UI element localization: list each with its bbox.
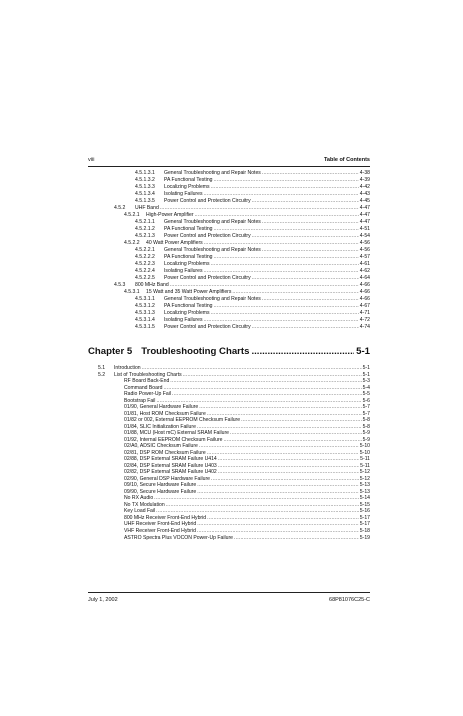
toc-entry-number: 4.5.2.2 <box>124 240 140 246</box>
toc-entry-title: 02/84, DSP External SRAM Failure U403 <box>124 462 217 469</box>
chapter-page: 5-1 <box>356 346 370 357</box>
toc-entry-title: Power Control and Protection Circuitry <box>164 198 251 204</box>
leader-dots <box>204 268 359 275</box>
toc-entry-number: 4.5.2.2.2 <box>135 254 155 260</box>
toc-entry-page: 4-47 <box>359 219 370 225</box>
leader-dots <box>214 177 359 184</box>
toc-entry-title: No TX Modulation <box>124 501 165 508</box>
leader-dots <box>252 324 359 331</box>
toc-entry-title: Key Load Fail <box>124 508 156 515</box>
toc-entry-title: 40 Watt Power Amplifiers <box>146 240 203 246</box>
footer-rule <box>88 592 370 593</box>
chapter-heading[interactable] <box>88 346 370 360</box>
toc-entry-number: 4.5.3.1.2 <box>135 303 155 309</box>
toc-entry-page: 5-3 <box>362 378 370 385</box>
toc-entry-title: General Troubleshooting and Repair Notes <box>164 219 261 225</box>
toc-entry-page: 4-51 <box>359 226 370 232</box>
toc-entry-title: RF Board Back-End <box>124 378 170 385</box>
toc-entry-title: Power Control and Protection Circuitry <box>164 275 251 281</box>
leader-dots <box>262 296 359 303</box>
toc-entry-title: 02/81, DSP ROM Checksum Failure <box>124 449 206 456</box>
toc-entry[interactable] <box>114 205 370 212</box>
leader-dots <box>252 198 359 205</box>
toc-entry-title: 02/90, General DSP Hardware Failure <box>124 475 210 482</box>
leader-dots <box>262 170 359 177</box>
toc-entry-title: PA Functional Testing <box>164 254 213 260</box>
toc-entry-number: 4.5.2.1.1 <box>135 219 155 225</box>
toc-entry[interactable] <box>135 170 370 177</box>
toc-entry[interactable] <box>124 212 370 219</box>
toc-entry[interactable] <box>135 303 370 310</box>
leader-dots <box>170 282 359 289</box>
toc-entry-title: 01/90, General Hardware Failure <box>124 404 199 411</box>
toc-entry-title: 01/82 or 002, External EEPROM Checksum Failure <box>124 417 241 424</box>
toc-entry-title: 01/81, Host ROM Checksum Failure <box>124 410 206 417</box>
toc-entry-page: 5-9 <box>362 436 370 443</box>
toc-entry-title: Power Control and Protection Circuitry <box>164 324 251 330</box>
toc-entry[interactable] <box>135 184 370 191</box>
toc-entry-number: 4.5.3.1.4 <box>135 317 155 323</box>
toc-entry-number: 5.1 <box>98 365 106 371</box>
toc-entry-number: 4.5.2.2.1 <box>135 247 155 253</box>
toc-entry-number: 4.5.2.2.3 <box>135 261 155 267</box>
toc-entry-title: Localizing Problems <box>164 261 210 267</box>
toc-entry-page: 5-19 <box>359 534 370 541</box>
toc-entry-title: 800 MHz Receiver Front-End Hybrid <box>124 514 207 521</box>
toc-entry-number: 4.5.2.2.5 <box>135 275 155 281</box>
toc-entry-page: 5-10 <box>359 443 370 450</box>
toc-entry[interactable] <box>135 177 370 184</box>
toc-entry-page: 5-1 <box>362 371 370 378</box>
toc-entry-page: 4-71 <box>359 310 370 316</box>
toc-entry-title: UHF Receiver Front-End Hybrid <box>124 521 197 528</box>
toc-entry-page: 5-12 <box>359 469 370 476</box>
toc-entry-number: 4.5.3.1.3 <box>135 310 155 316</box>
toc-entry-page: 5-15 <box>359 501 370 508</box>
chapter-leader-dots <box>251 346 354 357</box>
toc-entry[interactable] <box>124 240 370 247</box>
toc-entry[interactable] <box>135 233 370 240</box>
toc-entry[interactable] <box>135 247 370 254</box>
toc-entry-number: 4.5.1.3.4 <box>135 191 155 197</box>
toc-entry-page: 5-7 <box>362 404 370 411</box>
toc-entry-title: PA Functional Testing <box>164 177 213 183</box>
toc-entry-title: UHF Band <box>135 205 159 211</box>
toc-entry-title: Power Control and Protection Circuitry <box>164 233 251 239</box>
toc-entry[interactable] <box>124 289 370 296</box>
toc-entry-number: 4.5.1.3.2 <box>135 177 155 183</box>
leader-dots <box>195 212 359 219</box>
toc-entry[interactable] <box>135 198 370 205</box>
toc-entry-page: 5-8 <box>362 423 370 430</box>
toc-entry-title: 01/92, Internal EEPROM Checksum Failure <box>124 436 223 443</box>
toc-entry-title: 09/90, Secure Hardware Failure <box>124 488 197 495</box>
toc-entry[interactable] <box>135 296 370 303</box>
toc-entry-title: High-Power Amplifier <box>146 212 194 218</box>
toc-entry-page: 5-13 <box>359 488 370 495</box>
toc-entry-page: 4-39 <box>359 177 370 183</box>
toc-entry-title: Isolating Failures <box>164 191 203 197</box>
toc-entry[interactable] <box>135 268 370 275</box>
toc-entry-title: 800 MHz Band <box>135 282 169 288</box>
toc-entry-title: 01/84, SLIC Initialization Failure <box>124 423 196 430</box>
toc-entry-page: 5-9 <box>362 430 370 437</box>
toc-entry[interactable] <box>135 310 370 317</box>
leader-dots <box>204 240 359 247</box>
toc-entry-page: 5-7 <box>362 410 370 417</box>
toc-entry-number: 4.5.3.1.1 <box>135 296 155 302</box>
toc-entry-page: 5-8 <box>362 417 370 424</box>
toc-entry-title: 09/10, Secure Hardware Failure <box>124 482 197 489</box>
leader-dots <box>214 226 359 233</box>
toc-entry-page: 5-18 <box>359 528 370 534</box>
toc-entry-title: 02/82, DSP External SRAM Failure U402 <box>124 469 217 476</box>
toc-entry-page: 4-66 <box>359 282 370 288</box>
toc-entry-number: 4.5.2.1.2 <box>135 226 155 232</box>
leader-dots <box>204 191 359 198</box>
toc-entry-number: 4.5.2.2.4 <box>135 268 155 274</box>
toc-entry-page: 5-17 <box>359 521 370 528</box>
toc-entry-page: 4-56 <box>359 240 370 246</box>
toc-entry-page: 4-74 <box>359 324 370 330</box>
toc-entry-title: Introduction <box>114 365 141 371</box>
header-rule <box>88 166 370 167</box>
toc-entry-title: Command Board <box>124 384 163 391</box>
toc-entry-title: PA Functional Testing <box>164 226 213 232</box>
toc-entry-title: Isolating Failures <box>164 268 203 274</box>
page-header <box>88 155 370 167</box>
toc-entry-title: PA Functional Testing <box>164 303 213 309</box>
leader-dots <box>214 254 359 261</box>
toc-entry-number: 4.5.1.3.3 <box>135 184 155 190</box>
toc-entry[interactable] <box>135 324 370 331</box>
leader-dots <box>214 303 359 310</box>
toc-entry-title: Localizing Problems <box>164 310 210 316</box>
toc-entry[interactable] <box>114 282 370 289</box>
toc-entry-page: 5-11 <box>360 462 370 469</box>
toc-entry-page: 5-17 <box>359 514 370 521</box>
toc-entry-page: 5-11 <box>360 456 370 463</box>
toc-entry-title: 02/88, DSP External SRAM Failure U414 <box>124 456 217 463</box>
toc-entry-page: 5-5 <box>362 391 370 398</box>
leader-dots <box>252 275 359 282</box>
chapter-label: Chapter 5 <box>88 346 133 357</box>
toc-entry[interactable] <box>135 254 370 261</box>
leader-dots <box>211 310 359 317</box>
footer-doc-number: 68P81076C25-C <box>329 597 370 603</box>
toc-entry-page: 5-10 <box>359 449 370 456</box>
toc-entry-page: 5-12 <box>359 475 370 482</box>
leader-dots <box>204 317 359 324</box>
page-number-label: viii <box>88 157 95 163</box>
page-footer <box>88 592 370 604</box>
toc-entry-title: Localizing Problems <box>164 184 210 190</box>
toc-entry-page: 4-45 <box>359 198 370 204</box>
toc-entry-number: 4.5.2.1 <box>124 212 140 218</box>
toc-entry-number: 4.5.2 <box>114 205 126 211</box>
toc-entry-title: General Troubleshooting and Repair Notes <box>164 296 261 302</box>
toc-entry[interactable] <box>124 535 370 542</box>
toc-entry-number: 4.5.1.3.5 <box>135 198 155 204</box>
toc-entry-page: 4-42 <box>359 184 370 190</box>
toc-entry-title: Isolating Failures <box>164 317 203 323</box>
toc-entry-page: 4-66 <box>359 289 370 295</box>
toc-entry-number: 4.5.2.1.3 <box>135 233 155 239</box>
toc-entry-title: 01/88, MCU (Host mC) External SRAM Failure <box>124 430 230 437</box>
toc-entry[interactable] <box>135 275 370 282</box>
chapter-title: Troubleshooting Charts <box>141 346 250 357</box>
toc-entry-page: 5-4 <box>362 384 370 391</box>
toc-entry-title: ASTRO Spectra Plus VOCON Power-Up Failure <box>124 534 233 541</box>
leader-dots <box>262 247 359 254</box>
toc-entry-page: 4-47 <box>359 212 370 218</box>
toc-entry-page: 5-14 <box>359 495 370 502</box>
leader-dots <box>232 289 358 296</box>
leader-dots <box>160 205 359 212</box>
toc-entry-title: List of Troubleshooting Charts <box>114 371 182 378</box>
toc-entry-page: 4-67 <box>359 303 370 309</box>
toc-entry-page: 4-57 <box>359 254 370 260</box>
toc-entry-page: 4-38 <box>359 170 370 176</box>
toc-entry[interactable] <box>135 219 370 226</box>
toc-entry-title: 02/A0, ADSIC Checksum Failure <box>124 443 198 450</box>
toc-entry-number: 4.5.3.1.5 <box>135 324 155 330</box>
toc-entry-title: Radio Power-Up Fail <box>124 391 171 398</box>
toc-entry[interactable] <box>135 226 370 233</box>
toc-entry[interactable] <box>135 317 370 324</box>
toc-entry-page: 4-61 <box>359 261 370 267</box>
leader-dots <box>252 233 359 240</box>
toc-entry-title: General Troubleshooting and Repair Notes <box>164 170 261 176</box>
toc-entry-page: 4-56 <box>359 247 370 253</box>
toc-entry[interactable] <box>135 261 370 268</box>
toc-entry-number: 4.5.3 <box>114 282 126 288</box>
toc-entry-number: 4.5.1.3.1 <box>135 170 155 176</box>
leader-dots <box>211 184 359 191</box>
toc-entry-title: No RX Audio <box>124 495 154 502</box>
toc-entry[interactable] <box>135 191 370 198</box>
leader-dots <box>262 219 359 226</box>
footer-date: July 1, 2002 <box>88 597 118 603</box>
toc-entry-title: General Troubleshooting and Repair Notes <box>164 247 261 253</box>
toc-entry-title: VHF Receiver Front-End Hybrid <box>124 528 196 534</box>
toc-entry-number: 4.5.3.1 <box>124 289 140 295</box>
toc-entry-page: 5-6 <box>362 397 370 404</box>
toc-entry-page: 4-66 <box>359 296 370 302</box>
toc-entry-page: 5-13 <box>359 482 370 489</box>
toc-entry-page: 4-47 <box>359 205 370 211</box>
toc-entry-page: 4-62 <box>359 268 370 274</box>
toc-entry-page: 4-72 <box>359 317 370 323</box>
toc-entry-page: 5-16 <box>359 508 370 515</box>
toc-entry-title: Bootstrap Fail <box>124 397 156 404</box>
toc-entry-page: 4-64 <box>359 275 370 281</box>
leader-dots <box>211 261 359 268</box>
toc-entry-page: 4-54 <box>359 233 370 239</box>
header-section-title: Table of Contents <box>323 157 370 163</box>
leader-dots <box>234 535 359 542</box>
toc-entry-page: 4-43 <box>359 191 370 197</box>
toc-entry-title: 15 Watt and 35 Watt Power Amplifiers <box>146 289 232 295</box>
toc-entry-page: 5-1 <box>362 365 370 371</box>
toc-entry-number: 5.2 <box>98 371 106 378</box>
